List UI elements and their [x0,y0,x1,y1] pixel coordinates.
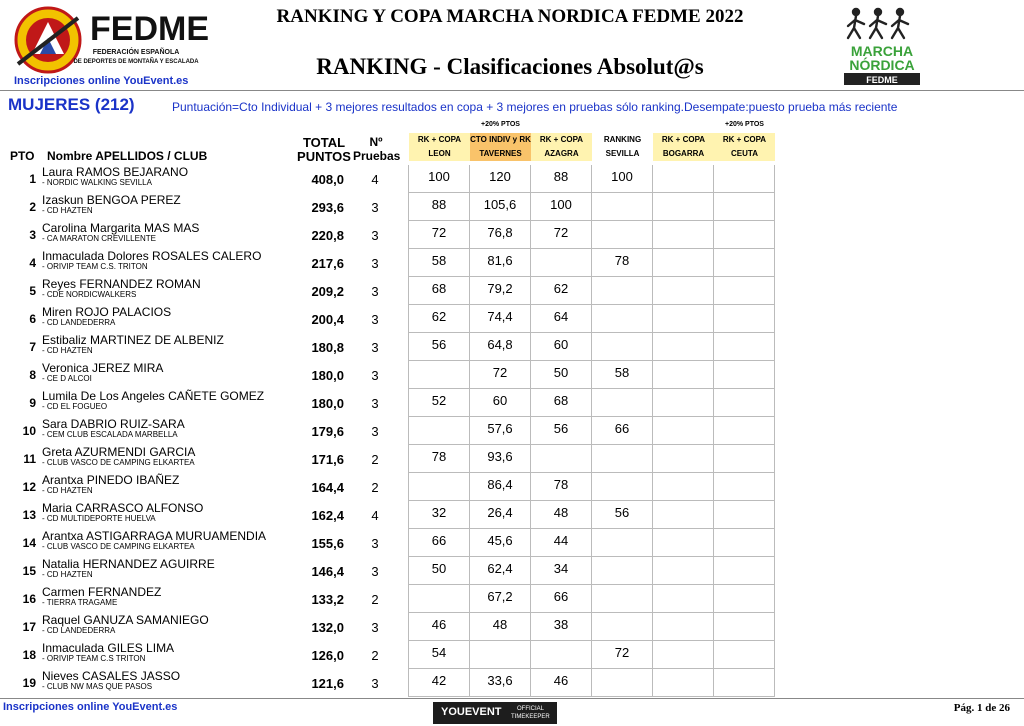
event-score [592,529,653,557]
event-score: 50 [531,361,592,389]
event-score [592,333,653,361]
table-row [0,669,774,697]
event-score [653,445,714,473]
athlete-name: Maria CARRASCO ALFONSO [42,501,204,515]
events-count: 2 [371,480,379,495]
event-score [409,473,470,501]
athlete-club: - NORDIC WALKING SEVILLA [42,178,152,187]
events-count: 3 [371,368,379,383]
event-score: 78 [409,445,470,473]
row-position: 5 [29,284,36,298]
event-place: LEON [428,149,451,158]
row-position: 18 [22,648,36,662]
col-pruebas-1: Nº [369,135,383,149]
events-count: 3 [371,200,379,215]
scoring-formula: Puntuación=Cto Individual + 3 mejores resultados en copa + 3 mejores en pruebas sólo ranking.Desempate:puesto prueba más reciente [172,100,898,114]
event-score [714,473,775,501]
row-position: 17 [22,620,36,634]
total-points: 146,4 [311,564,344,579]
event-score: 50 [409,557,470,585]
total-points: 200,4 [311,312,344,327]
event-score: 68 [409,277,470,305]
event-score [714,333,775,361]
event-type: RK + COPA [722,135,767,144]
event-score [714,277,775,305]
athlete-name: Inmaculada GILES LIMA [42,641,175,655]
event-score: 32 [409,501,470,529]
row-position: 15 [22,564,36,578]
event-score: 46 [409,613,470,641]
event-score [653,249,714,277]
athlete-club: - TIERRA TRAGAME [42,598,118,607]
event-score: 46 [531,669,592,697]
inscription-link-top[interactable]: Inscripciones online YouEvent.es [14,75,189,87]
event-score [592,305,653,333]
table-row [0,445,774,473]
athlete-name: Veronica JEREZ MIRA [42,361,164,375]
event-score [653,669,714,697]
total-points: 171,6 [311,452,344,467]
event-header [592,133,653,161]
event-score [653,641,714,669]
header-divider [0,90,1024,91]
table-row [0,193,774,221]
athlete-name: Natalia HERNANDEZ AGUIRRE [42,557,215,571]
event-score [653,529,714,557]
athlete-club: - CD LANDEDERRA [42,626,116,635]
event-score: 72 [592,641,653,669]
table-row [0,277,774,305]
event-score [653,165,714,193]
events-count: 2 [371,648,379,663]
events-count: 3 [371,564,379,579]
athlete-club: - CD HAZTEN [42,346,93,355]
athlete-club: - CLUB VASCO DE CAMPING ELKARTEA [42,542,195,551]
events-count: 3 [371,620,379,635]
row-position: 9 [29,396,36,410]
total-points: 180,0 [311,368,344,383]
athlete-name: Inmaculada Dolores ROSALES CALERO [42,249,262,263]
athlete-name: Nieves CASALES JASSO [42,669,181,683]
event-score [653,613,714,641]
event-score [409,361,470,389]
event-score: 67,2 [470,585,531,613]
athlete-name: Carolina Margarita MAS MAS [42,221,200,235]
event-score: 100 [592,165,653,193]
event-bonus: +20% PTOS [481,121,520,128]
event-score [470,641,531,669]
event-score: 64,8 [470,333,531,361]
event-score [592,473,653,501]
total-points: 217,6 [311,256,344,271]
event-score: 60 [470,389,531,417]
total-points: 164,4 [311,480,344,495]
row-position: 8 [29,368,36,382]
event-score: 78 [531,473,592,501]
footer-divider [0,698,1024,699]
event-type: RK + COPA [661,135,706,144]
events-count: 3 [371,284,379,299]
event-score [714,249,775,277]
event-score: 76,8 [470,221,531,249]
event-score [653,277,714,305]
event-score: 34 [531,557,592,585]
fedme-subtitle-2: DE DEPORTES DE MONTAÑA Y ESCALADA [73,59,199,65]
event-type: RK + COPA [539,135,584,144]
athlete-club: - CDE NORDICWALKERS [42,290,137,299]
row-position: 19 [22,676,36,690]
event-score: 48 [531,501,592,529]
event-score [653,585,714,613]
total-points: 155,6 [311,536,344,551]
table-row [0,333,774,361]
event-score [714,585,775,613]
fedme-brand: FEDME [90,10,209,48]
event-score [531,641,592,669]
event-score: 120 [470,165,531,193]
event-score [653,417,714,445]
event-score [409,417,470,445]
row-position: 1 [29,172,36,186]
events-count: 2 [371,592,379,607]
event-score: 86,4 [470,473,531,501]
events-count: 3 [371,396,379,411]
event-score [653,389,714,417]
event-score: 100 [409,165,470,193]
total-points: 133,2 [311,592,344,607]
row-position: 10 [22,424,36,438]
event-place: AZAGRA [544,149,579,158]
event-score [653,333,714,361]
athlete-club: - CE D ALCOI [42,374,92,383]
event-score [714,557,775,585]
event-score [653,557,714,585]
event-type: RK + COPA [417,135,462,144]
athlete-name: Carmen FERNANDEZ [42,585,162,599]
event-score: 57,6 [470,417,531,445]
event-header [714,133,775,161]
athlete-name: Izaskun BENGOA PEREZ [42,193,181,207]
youevent-tag-2: TIMEKEEPER [511,714,550,720]
youevent-brand: YOUEVENT [441,706,502,718]
event-header [653,133,714,161]
event-score: 44 [531,529,592,557]
event-score: 62 [531,277,592,305]
event-score [653,501,714,529]
event-header [470,133,531,161]
athlete-name: Raquel GANUZA SAMANIEGO [42,613,209,627]
table-row [0,305,774,333]
event-place: CEUTA [731,149,758,158]
event-score: 64 [531,305,592,333]
events-count: 3 [371,312,379,327]
event-score [531,249,592,277]
table-row [0,249,774,277]
athlete-club: - CD HAZTEN [42,486,93,495]
athlete-name: Greta AZURMENDI GARCIA [42,445,196,459]
event-score [592,585,653,613]
athlete-club: - CD EL FOGUEO [42,402,108,411]
event-score: 100 [531,193,592,221]
event-score: 54 [409,641,470,669]
event-score [714,613,775,641]
ranking-subtitle: RANKING - Clasificaciones Absolut@s [316,54,704,79]
event-score: 66 [409,529,470,557]
athlete-name: Sara DABRIO RUIZ-SARA [42,417,185,431]
events-count: 3 [371,340,379,355]
event-score: 79,2 [470,277,531,305]
youevent-logo [433,702,557,724]
event-type: RANKING [603,135,642,144]
event-score: 68 [531,389,592,417]
event-score [592,277,653,305]
event-score [592,557,653,585]
row-position: 4 [29,256,36,270]
event-score: 78 [592,249,653,277]
events-count: 4 [371,172,379,187]
event-score: 26,4 [470,501,531,529]
athlete-club: - CD LANDEDERRA [42,318,116,327]
table-row [0,361,774,389]
event-score: 81,6 [470,249,531,277]
inscription-link-bottom[interactable]: Inscripciones online YouEvent.es [3,701,178,713]
row-position: 6 [29,312,36,326]
event-header [409,133,470,161]
total-points: 209,2 [311,284,344,299]
event-place: SEVILLA [605,149,640,158]
event-score: 56 [409,333,470,361]
row-position: 14 [22,536,36,550]
table-row [0,389,774,417]
event-score [714,641,775,669]
total-points: 179,6 [311,424,344,439]
event-score [592,389,653,417]
table-row [0,613,774,641]
event-score: 88 [409,193,470,221]
total-points: 132,0 [311,620,344,635]
col-pto: PTO [10,149,35,163]
event-score [592,445,653,473]
table-row [0,501,774,529]
athlete-name: Estibaliz MARTINEZ DE ALBENIZ [42,333,224,347]
total-points: 220,8 [311,228,344,243]
events-count: 4 [371,508,379,523]
event-score: 52 [409,389,470,417]
event-score [714,305,775,333]
events-count: 3 [371,424,379,439]
athlete-name: Miren ROJO PALACIOS [42,305,172,319]
mn-logo-line3: FEDME [866,75,898,85]
events-count: 3 [371,228,379,243]
row-position: 2 [29,200,36,214]
event-score: 72 [470,361,531,389]
athlete-name: Reyes FERNANDEZ ROMAN [42,277,201,291]
table-row [0,221,774,249]
athlete-club: - CD HAZTEN [42,570,93,579]
table-row [0,585,774,613]
event-score [714,389,775,417]
event-score: 74,4 [470,305,531,333]
col-name: Nombre APELLIDOS / CLUB [47,149,208,163]
events-count: 3 [371,536,379,551]
event-score [714,361,775,389]
marcha-nordica-logo [840,4,930,88]
events-count: 2 [371,452,379,467]
event-score [653,473,714,501]
ranking-title: RANKING Y COPA MARCHA NORDICA FEDME 2022 [276,6,744,27]
event-score: 66 [531,585,592,613]
youevent-tag-1: OFFICIAL [517,706,545,712]
event-score [653,361,714,389]
fedme-subtitle-1: FEDERACIÓN ESPAÑOLA [92,49,180,56]
event-score [714,501,775,529]
event-score [592,193,653,221]
event-score: 58 [409,249,470,277]
mn-logo-line1: MARCHA [850,43,914,59]
events-count: 3 [371,676,379,691]
event-score [714,417,775,445]
event-bonus: +20% PTOS [725,121,764,128]
event-type: CTO INDIV y RK [470,135,531,144]
event-score: 56 [592,501,653,529]
event-score: 62,4 [470,557,531,585]
event-score: 62 [409,305,470,333]
event-place: BOGARRA [662,149,705,158]
athlete-club: - CA MARATON CREVILLENTE [42,234,156,243]
athlete-club: - CEM CLUB ESCALADA MARBELLA [42,430,178,439]
athlete-name: Arantxa PINEDO IBAÑEZ [42,473,180,487]
event-score [531,445,592,473]
event-score [592,669,653,697]
row-position: 16 [22,592,36,606]
athlete-name: Laura RAMOS BEJARANO [42,165,189,179]
event-score [714,529,775,557]
row-position: 11 [23,452,36,466]
athlete-club: - CLUB VASCO DE CAMPING ELKARTEA [42,458,195,467]
event-score: 93,6 [470,445,531,473]
col-pruebas-2: Pruebas [353,149,401,163]
event-score [409,585,470,613]
event-score [714,193,775,221]
event-score: 58 [592,361,653,389]
event-score: 88 [531,165,592,193]
event-score [714,221,775,249]
event-score [592,613,653,641]
row-position: 7 [29,340,36,354]
athlete-club: - CD HAZTEN [42,206,93,215]
total-points: 162,4 [311,508,344,523]
event-score: 48 [470,613,531,641]
event-score [714,669,775,697]
event-score [592,221,653,249]
event-score: 42 [409,669,470,697]
table-row [0,417,774,445]
total-points: 180,8 [311,340,344,355]
total-points: 126,0 [311,648,344,663]
table-row [0,473,774,501]
event-header [531,133,592,161]
page-number: Pág. 1 de 26 [953,702,1010,714]
table-row [0,641,774,669]
event-score [653,305,714,333]
athlete-club: - CD MULTIDEPORTE HUELVA [42,514,156,523]
row-position: 12 [22,480,36,494]
category-label: MUJERES (212) [8,95,135,114]
event-score: 56 [531,417,592,445]
event-place: TAVERNES [479,149,522,158]
athlete-club: - CLUB NW MAS QUE PASOS [42,682,153,691]
event-score [653,221,714,249]
total-points: 408,0 [311,172,344,187]
table-row [0,529,774,557]
event-score: 45,6 [470,529,531,557]
table-row [0,557,774,585]
event-score: 105,6 [470,193,531,221]
event-score: 38 [531,613,592,641]
athlete-name: Arantxa ASTIGARRAGA MURUAMENDIA [42,529,267,543]
events-count: 3 [371,256,379,271]
event-score: 72 [409,221,470,249]
event-score [653,193,714,221]
athlete-club: - ORIVIP TEAM C.S TRITON [42,654,146,663]
mn-logo-line2: NÓRDICA [849,57,915,73]
event-score: 72 [531,221,592,249]
total-points: 121,6 [311,676,344,691]
col-total-1: TOTAL [302,135,346,150]
event-score: 66 [592,417,653,445]
row-position: 3 [29,228,36,242]
event-score: 33,6 [470,669,531,697]
event-score [714,445,775,473]
event-score [714,165,775,193]
col-total-2: PUNTOS [297,149,351,164]
row-position: 13 [22,508,36,522]
athlete-club: - ORIVIP TEAM C.S. TRITON [42,262,148,271]
total-points: 293,6 [311,200,344,215]
total-points: 180,0 [311,396,344,411]
table-row [0,165,774,193]
event-score: 60 [531,333,592,361]
athlete-name: Lumila De Los Angeles CAÑETE GOMEZ [42,389,265,403]
